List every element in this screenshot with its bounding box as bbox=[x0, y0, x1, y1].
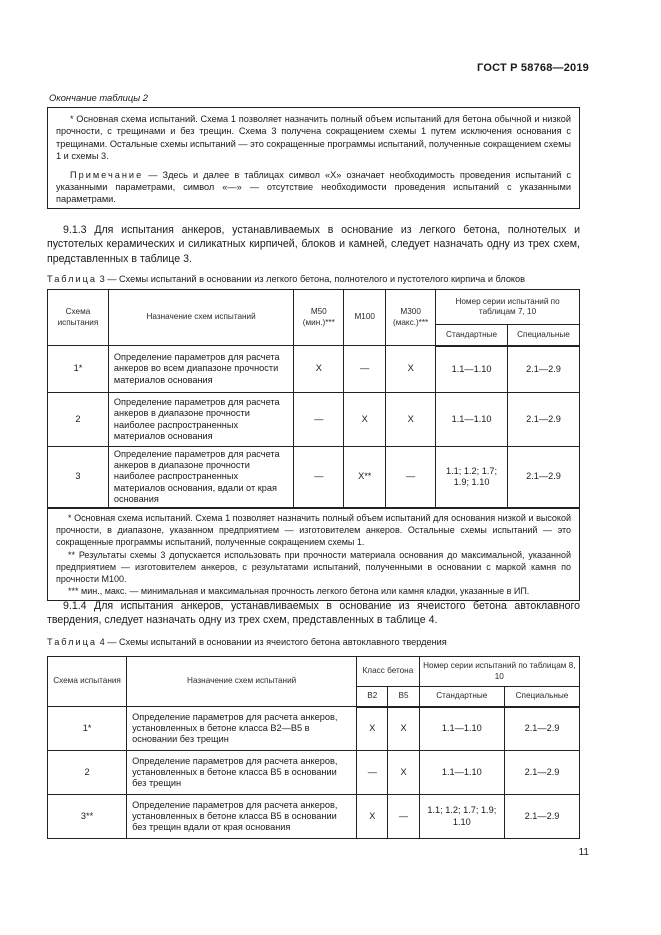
table3-header-m50: М50 (мин.)*** bbox=[294, 290, 344, 346]
table3-cell-standard: 1.1; 1.2; 1.7; 1.9; 1.10 bbox=[436, 447, 508, 509]
table-row bbox=[48, 751, 580, 795]
table3 bbox=[47, 289, 580, 601]
table3-cell-purpose: Определение параметров для расчета анкеров в диапазоне прочности наиболее распространенных материалов основания bbox=[108, 393, 293, 447]
table4-cell-special: 2.1—2.9 bbox=[504, 707, 579, 751]
table2-note bbox=[56, 169, 571, 206]
table4-header-special: Специальные bbox=[504, 687, 579, 707]
table3-footnotes-row bbox=[48, 508, 580, 601]
table-row bbox=[48, 393, 580, 447]
table3-cell-standard: 1.1—1.10 bbox=[436, 346, 508, 393]
table3-header-standard: Стандартные bbox=[436, 325, 508, 346]
table4-header-b5: В5 bbox=[388, 687, 419, 707]
table2-footnote-box bbox=[47, 107, 580, 209]
table3-header-special: Специальные bbox=[508, 325, 580, 346]
table4-cell-b2: X bbox=[357, 707, 388, 751]
table4-cell-standard: 1.1; 1.2; 1.7; 1.9; 1.10 bbox=[419, 795, 504, 839]
table4-cell-standard: 1.1—1.10 bbox=[419, 751, 504, 795]
table2-footnote: * Основная схема испытаний. Схема 1 позволяет назначить полный объем испытаний для бетона обычной и низкой прочности, с трещинами и без трещин. Схема 3 получена сокращением схемы 1 путем исключения основания с трещинами. Остальные схемы испытаний — это сокращенные программы испытаний, полученные сокращением схемы 1 и схемы 3. bbox=[56, 114, 571, 162]
table4-cell-special: 2.1—2.9 bbox=[504, 795, 579, 839]
table4-cell-b2: — bbox=[357, 751, 388, 795]
table3-footnote-1: * Основная схема испытаний. Схема 1 позволяет назначить полный объем испытаний для основания низкой и высокой прочности, в диапазоне, указанном предприятием — изготовителем анкеров. Остальные схемы испытаний — это сокращенные программы испытаний, полученные сокращением схемы 1. bbox=[56, 513, 571, 548]
table4-cell-purpose: Определение параметров для расчета анкеров, установленных в бетоне класса В5 в основании без трещин bbox=[127, 751, 357, 795]
table4-cell-b5: — bbox=[388, 795, 419, 839]
table4-caption bbox=[47, 637, 447, 647]
table4-header-series: Номер серии испытаний по таблицам 8, 10 bbox=[419, 657, 579, 687]
table3-header-purpose: Назначение схем испытаний bbox=[108, 290, 293, 346]
table3-cell-m300: X bbox=[386, 346, 436, 393]
table4-cell-scheme: 2 bbox=[48, 751, 127, 795]
table4-caption-text: 4 — Схемы испытаний в основании из ячеистого бетона автоклавного твердения bbox=[97, 637, 447, 647]
document-code: ГОСТ Р 58768—2019 bbox=[477, 62, 589, 74]
note-word: Примечание bbox=[70, 169, 144, 180]
table3-cell-m100: X bbox=[344, 393, 386, 447]
note-text: — Здесь и далее в таблицах символ «Х» означает необходимость проведения испытаний с указанными параметрами, символ «—» — отсутствие необходимости проведения испытаний с указанными параметрами. bbox=[56, 169, 571, 205]
table4 bbox=[47, 656, 580, 839]
table3-header-m300: М300 (макс.)*** bbox=[386, 290, 436, 346]
table4-cell-purpose: Определение параметров для расчета анкеров, установленных в бетоне класса В2—В5 в основании без трещин bbox=[127, 707, 357, 751]
table3-header-scheme: Схема испытания bbox=[48, 290, 109, 346]
table3-header-m100: М100 bbox=[344, 290, 386, 346]
table4-cell-special: 2.1—2.9 bbox=[504, 751, 579, 795]
table3-cell-standard: 1.1—1.10 bbox=[436, 393, 508, 447]
table3-cell-scheme: 1* bbox=[48, 346, 109, 393]
table4-cell-standard: 1.1—1.10 bbox=[419, 707, 504, 751]
table3-caption-word: Таблица bbox=[47, 274, 98, 284]
table4-cell-scheme: 1* bbox=[48, 707, 127, 751]
page-number: 11 bbox=[578, 847, 589, 858]
table-row bbox=[48, 346, 580, 393]
table3-cell-m300: — bbox=[386, 447, 436, 509]
table3-header-series: Номер серии испытаний по таблицам 7, 10 bbox=[436, 290, 580, 325]
table3-cell-purpose: Определение параметров для расчета анкеров в диапазоне прочности наиболее распространенных материалов основания, вдали от края основания bbox=[108, 447, 293, 509]
table3-cell-scheme: 3 bbox=[48, 447, 109, 509]
table4-cell-scheme: 3** bbox=[48, 795, 127, 839]
table3-cell-m50: — bbox=[294, 393, 344, 447]
table-continuation-label: Окончание таблицы 2 bbox=[49, 92, 148, 103]
table3-cell-special: 2.1—2.9 bbox=[508, 346, 580, 393]
table4-cell-b5: X bbox=[388, 751, 419, 795]
table3-cell-special: 2.1—2.9 bbox=[508, 447, 580, 509]
table4-header-concrete-class: Класс бетона bbox=[357, 657, 419, 687]
table3-cell-scheme: 2 bbox=[48, 393, 109, 447]
paragraph-9-1-3: 9.1.3 Для испытания анкеров, устанавливаемых в основание из легкого бетона, полнотелых и пустотелых керамических и силикатных кирпичей, блоков и камней, следует назначать одну из трех схем, представленных в таблице 3. bbox=[47, 224, 580, 265]
table3-header-row-1 bbox=[48, 290, 580, 325]
table4-header-purpose: Назначение схем испытаний bbox=[127, 657, 357, 707]
table-row bbox=[48, 707, 580, 751]
table4-header-b2: В2 bbox=[357, 687, 388, 707]
table4-header-scheme: Схема испытания bbox=[48, 657, 127, 707]
table4-cell-b2: X bbox=[357, 795, 388, 839]
table3-cell-special: 2.1—2.9 bbox=[508, 393, 580, 447]
table3-cell-m100: — bbox=[344, 346, 386, 393]
table-row bbox=[48, 447, 580, 509]
table3-footnote-2: ** Результаты схемы 3 допускается использовать при прочности материала основания до максимальной, указанной предприятием — изготовителем анкеров, с результатами испытаний, полученными в основании с маркой камня по прочности М100. bbox=[56, 549, 571, 585]
table3-cell-m300: X bbox=[386, 393, 436, 447]
table3-footnote-3: *** мин., макс. — минимальная и максимальная прочность легкого бетона или камня кладки, указанные в ИП. bbox=[68, 586, 530, 597]
table4-caption-word: Таблица bbox=[47, 637, 98, 647]
table3-cell-m100: X** bbox=[344, 447, 386, 509]
table3-caption bbox=[47, 274, 525, 284]
paragraph-9-1-4: 9.1.4 Для испытания анкеров, устанавливаемых в основание из ячеистого бетона автоклавного твердения, следует назначать одну из трех схем, представленных в таблице 4. bbox=[47, 600, 580, 627]
table3-cell-m50: — bbox=[294, 447, 344, 509]
table3-cell-m50: X bbox=[294, 346, 344, 393]
table4-cell-b5: X bbox=[388, 707, 419, 751]
table3-cell-purpose: Определение параметров для расчета анкеров во всем диапазоне прочности материалов основания bbox=[108, 346, 293, 393]
table4-header-standard: Стандартные bbox=[419, 687, 504, 707]
table3-caption-text: 3 — Схемы испытаний в основании из легкого бетона, полнотелого и пустотелого кирпича и блоков bbox=[97, 274, 526, 284]
table3-footnotes bbox=[48, 508, 580, 601]
table-row bbox=[48, 795, 580, 839]
table4-header-row-1 bbox=[48, 657, 580, 687]
table4-cell-purpose: Определение параметров для расчета анкеров, установленных в бетоне класса В5 в основании без трещин вдали от края основания bbox=[127, 795, 357, 839]
